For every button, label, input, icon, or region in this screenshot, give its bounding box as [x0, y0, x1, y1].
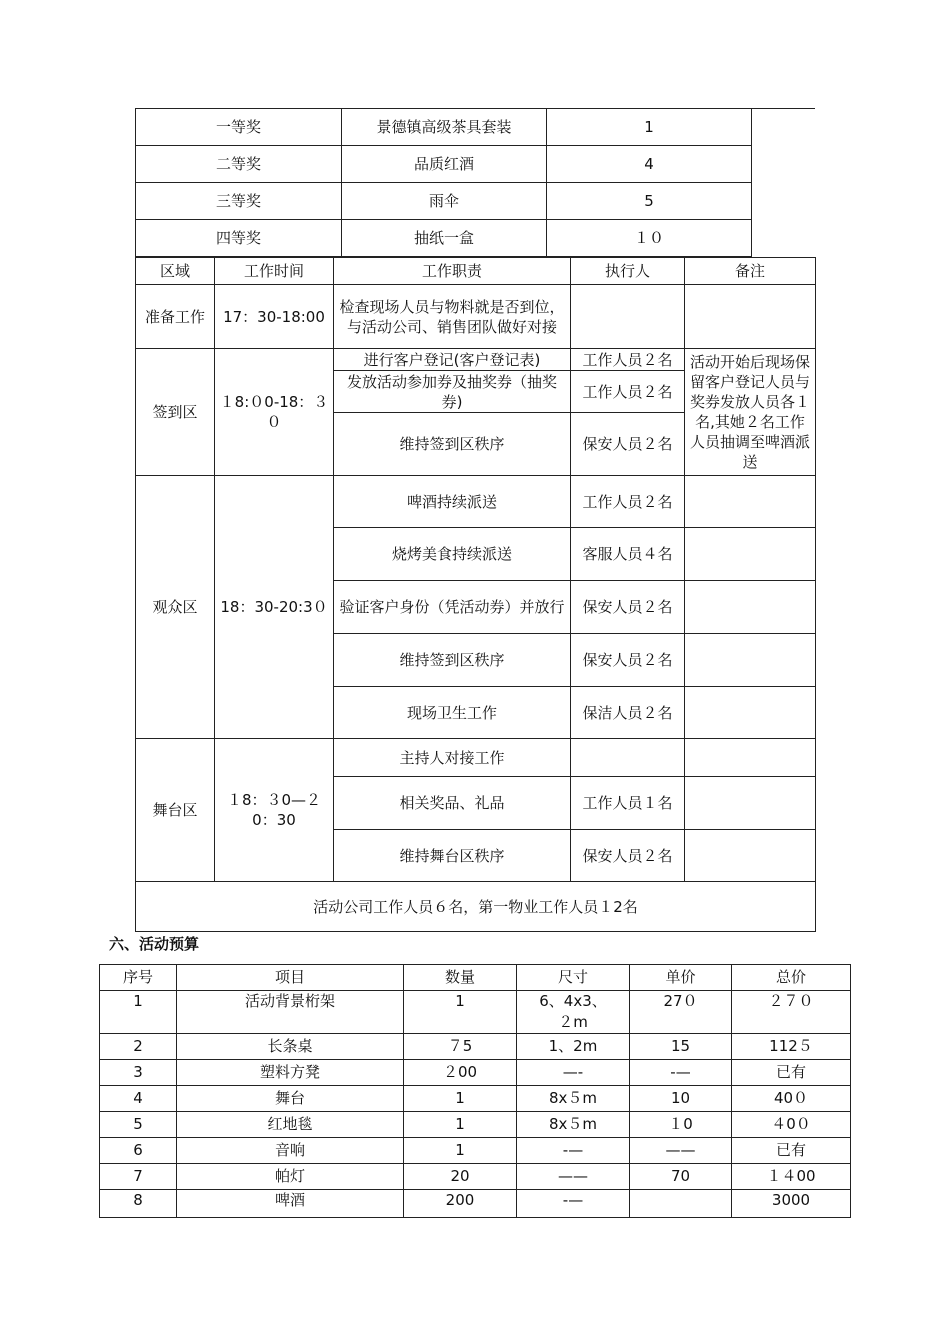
size-cell: —-: [517, 1060, 630, 1086]
note-cell: [685, 285, 816, 349]
duty-cell: 维持舞台区秩序: [334, 830, 571, 882]
prize-item: 品质红酒: [342, 146, 547, 183]
index-cell: 1: [100, 991, 177, 1034]
duty-cell: 主持人对接工作: [334, 739, 571, 777]
qty-cell: 20: [404, 1164, 517, 1190]
staff-header-row: [136, 258, 816, 285]
table-row: [136, 349, 816, 371]
note-cell: [685, 830, 816, 882]
table-row: [100, 1086, 851, 1112]
prize-table: [135, 108, 752, 257]
index-cell: 2: [100, 1034, 177, 1060]
duty-cell: 烧烤美食持续派送: [334, 528, 571, 581]
table-row: [100, 1034, 851, 1060]
index-cell: 6: [100, 1138, 177, 1164]
item-cell: 长条桌: [177, 1034, 404, 1060]
duty-cell: 发放活动参加券及抽奖券（抽奖券): [334, 371, 571, 413]
total-cell: ４0０: [732, 1112, 851, 1138]
person-cell: 客服人员４名: [571, 528, 685, 581]
size-cell: ——: [517, 1164, 630, 1190]
item-cell: 舞台: [177, 1086, 404, 1112]
table-row: [100, 1138, 851, 1164]
note-cell: [685, 476, 816, 528]
header-item: 项目: [177, 965, 404, 991]
table-top-border: [751, 108, 815, 109]
total-cell: 已有: [732, 1060, 851, 1086]
total-cell: 3000: [732, 1190, 851, 1218]
index-cell: 8: [100, 1190, 177, 1218]
note-cell: 活动开始后现场保留客户登记人员与奖券发放人员各１名,其她２名工作人员抽调至啤酒派送: [685, 349, 816, 476]
prize-row: [136, 220, 752, 257]
prize-level: 一等奖: [136, 109, 342, 146]
header-note: 备注: [685, 258, 816, 285]
item-cell: 音响: [177, 1138, 404, 1164]
prize-item: 抽纸一盒: [342, 220, 547, 257]
table-row: [136, 476, 816, 528]
table-row: [100, 1112, 851, 1138]
total-cell: ２７０: [732, 991, 851, 1034]
unit-price-cell: １0: [630, 1112, 732, 1138]
prize-row: [136, 183, 752, 220]
person-cell: 工作人员１名: [571, 777, 685, 830]
prize-item: 雨伞: [342, 183, 547, 220]
size-cell: 6、4x3、２m: [517, 991, 630, 1034]
note-cell: [685, 528, 816, 581]
unit-price-cell: [630, 1190, 732, 1218]
prize-level: 四等奖: [136, 220, 342, 257]
table-row: [136, 739, 816, 777]
person-cell: 工作人员２名: [571, 371, 685, 413]
unit-price-cell: 15: [630, 1034, 732, 1060]
person-cell: 工作人员２名: [571, 349, 685, 371]
qty-cell: ７5: [404, 1034, 517, 1060]
unit-price-cell: 10: [630, 1086, 732, 1112]
size-cell: -—: [517, 1138, 630, 1164]
prize-qty: 4: [547, 146, 752, 183]
person-cell: 保安人员２名: [571, 830, 685, 882]
size-cell: 8x５m: [517, 1086, 630, 1112]
index-cell: 4: [100, 1086, 177, 1112]
duty-cell: 检查现场人员与物料就是否到位，与活动公司、销售团队做好对接: [334, 285, 571, 349]
prize-row: [136, 146, 752, 183]
note-cell: [685, 777, 816, 830]
prize-level: 二等奖: [136, 146, 342, 183]
table-row: [136, 285, 816, 349]
note-cell: [685, 581, 816, 634]
size-cell: 1、2m: [517, 1034, 630, 1060]
table-row: [100, 991, 851, 1034]
item-cell: 活动背景桁架: [177, 991, 404, 1034]
person-cell: 保安人员２名: [571, 413, 685, 476]
header-index: 序号: [100, 965, 177, 991]
index-cell: 5: [100, 1112, 177, 1138]
qty-cell: 1: [404, 991, 517, 1034]
section-title: 六、活动预算: [109, 935, 200, 953]
qty-cell: 200: [404, 1190, 517, 1218]
area-cell: 准备工作: [136, 285, 215, 349]
duty-cell: 维持签到区秩序: [334, 634, 571, 687]
total-cell: 112５: [732, 1034, 851, 1060]
person-cell: 保安人员２名: [571, 634, 685, 687]
header-total: 总价: [732, 965, 851, 991]
staff-table: [135, 257, 816, 932]
area-cell: 签到区: [136, 349, 215, 476]
header-time: 工作时间: [215, 258, 334, 285]
size-cell: 8x５m: [517, 1112, 630, 1138]
time-cell: 17：30-18:00: [215, 285, 334, 349]
area-cell: 舞台区: [136, 739, 215, 882]
total-cell: 40０: [732, 1086, 851, 1112]
person-cell: [571, 285, 685, 349]
duty-cell: 验证客户身份（凭活动券）并放行: [334, 581, 571, 634]
qty-cell: 1: [404, 1112, 517, 1138]
time-cell: １8：３0—２0：30: [215, 739, 334, 882]
duty-cell: 啤酒持续派送: [334, 476, 571, 528]
prize-qty: 5: [547, 183, 752, 220]
total-cell: 已有: [732, 1138, 851, 1164]
header-qty: 数量: [404, 965, 517, 991]
qty-cell: 1: [404, 1086, 517, 1112]
header-area: 区域: [136, 258, 215, 285]
note-cell: [685, 687, 816, 739]
duty-cell: 现场卫生工作: [334, 687, 571, 739]
duty-cell: 相关奖品、礼品: [334, 777, 571, 830]
header-unit-price: 单价: [630, 965, 732, 991]
qty-cell: 1: [404, 1138, 517, 1164]
item-cell: 帕灯: [177, 1164, 404, 1190]
prize-item: 景德镇高级茶具套装: [342, 109, 547, 146]
unit-price-cell: -—: [630, 1060, 732, 1086]
total-cell: １４00: [732, 1164, 851, 1190]
index-cell: 7: [100, 1164, 177, 1190]
budget-header-row: [100, 965, 851, 991]
staff-summary: 活动公司工作人员６名，第一物业工作人员１2名: [136, 882, 816, 932]
time-cell: 18：30-20:3０: [215, 476, 334, 739]
area-cell: 观众区: [136, 476, 215, 739]
time-cell: １8:０0-18：３０: [215, 349, 334, 476]
summary-row: [136, 882, 816, 932]
item-cell: 红地毯: [177, 1112, 404, 1138]
unit-price-cell: ——: [630, 1138, 732, 1164]
person-cell: 保安人员２名: [571, 581, 685, 634]
unit-price-cell: 70: [630, 1164, 732, 1190]
size-cell: -—: [517, 1190, 630, 1218]
item-cell: 塑料方凳: [177, 1060, 404, 1086]
header-person: 执行人: [571, 258, 685, 285]
duty-cell: 维持签到区秩序: [334, 413, 571, 476]
prize-qty: 1: [547, 109, 752, 146]
person-cell: 工作人员２名: [571, 476, 685, 528]
note-cell: [685, 634, 816, 687]
person-cell: [571, 739, 685, 777]
prize-qty: １０: [547, 220, 752, 257]
item-cell: 啤酒: [177, 1190, 404, 1218]
duty-cell: 进行客户登记(客户登记表): [334, 349, 571, 371]
header-duty: 工作职责: [334, 258, 571, 285]
table-row: [100, 1190, 851, 1218]
note-cell: [685, 739, 816, 777]
person-cell: 保洁人员２名: [571, 687, 685, 739]
unit-price-cell: 27０: [630, 991, 732, 1034]
prize-row: [136, 109, 752, 146]
table-row: [100, 1060, 851, 1086]
index-cell: 3: [100, 1060, 177, 1086]
budget-table: [99, 964, 851, 1218]
qty-cell: ２00: [404, 1060, 517, 1086]
header-size: 尺寸: [517, 965, 630, 991]
prize-level: 三等奖: [136, 183, 342, 220]
table-row: [100, 1164, 851, 1190]
